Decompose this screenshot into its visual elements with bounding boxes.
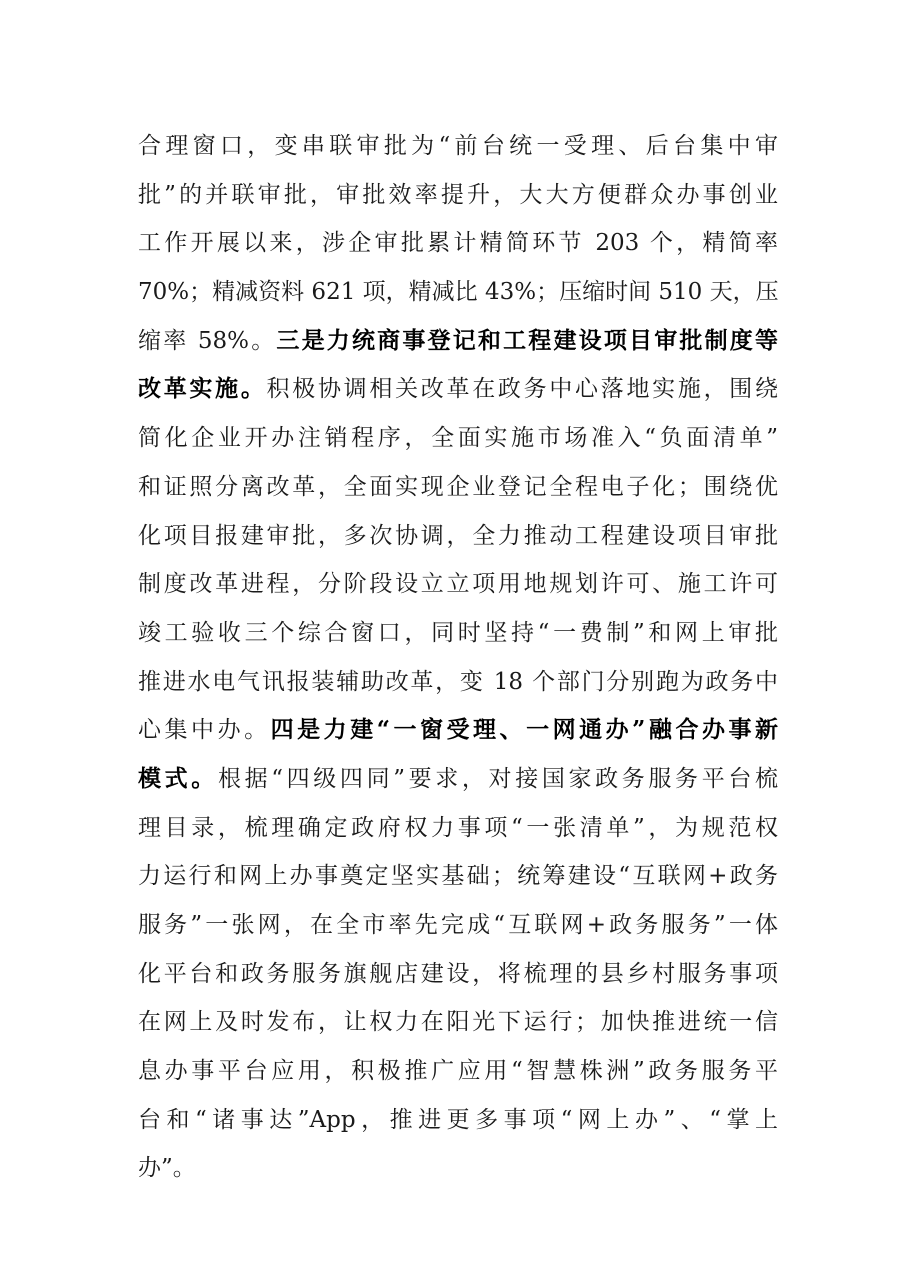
text-line: [138, 414, 778, 463]
body-text-segment: 办”。: [138, 1155, 196, 1182]
body-text-segment: 化项目报建审批，多次协调，全力推动工程建设项目审批: [138, 522, 778, 549]
bold-heading-text: 四是力建“一窗受理、一网通办”融合办事新: [270, 716, 779, 744]
text-line: [138, 706, 778, 755]
body-text-segment: 简化企业开办注销程序，全面实施市场准入“负面清单”: [138, 425, 778, 452]
text-line: [138, 852, 778, 901]
body-text-segment: 制度改革进程，分阶段设立立项用地规划许可、施工许可: [138, 571, 778, 598]
body-text-segment: 根据“四级四同”要求，对接国家政务服务平台梳: [217, 765, 778, 792]
text-line: [138, 512, 778, 561]
body-text-segment: 服务”一张网，在全市率先完成“互联网+政务服务”一体: [138, 912, 778, 938]
text-line: [138, 1144, 778, 1193]
bold-heading-text: 三是力统商事登记和工程建设项目审批制度等: [276, 326, 779, 354]
body-text-segment: 竣工验收三个综合窗口，同时坚持“一费制”和网上审批: [138, 619, 778, 646]
text-line: [138, 463, 778, 512]
text-line: [138, 1047, 778, 1096]
text-line: [138, 317, 778, 366]
text-line: [138, 268, 778, 317]
body-text-segment: 缩率 58%。: [138, 327, 277, 354]
text-line: [138, 804, 778, 853]
bold-heading-text: 改革实施。: [138, 375, 267, 403]
text-line: [138, 365, 778, 414]
body-text-segment: 心集中办。: [138, 717, 271, 744]
body-text-segment: 在网上及时发布，让权力在阳光下运行；加快推进统一信: [138, 1009, 778, 1036]
body-text-segment: 推进水电气讯报装辅助改革，变 18 个部门分别跑为政务中: [138, 668, 778, 695]
body-text-segment: 理目录，梳理确定政府权力事项“一张清单”，为规范权: [138, 814, 778, 841]
text-line: [138, 658, 778, 707]
text-line: [138, 122, 778, 171]
body-text: [138, 122, 778, 1193]
body-text-segment: 积极协调相关改革在政务中心落地实施，围绕: [266, 376, 779, 403]
text-line: [138, 901, 778, 950]
text-line: [138, 1096, 778, 1145]
text-line: [138, 609, 778, 658]
bold-heading-text: 模式。: [138, 764, 218, 792]
body-text-segment: 息办事平台应用，积极推广应用“智慧株洲”政务服务平: [138, 1058, 778, 1085]
body-text-segment: 力运行和网上办事奠定坚实基础；统筹建设“互联网+政务: [138, 863, 778, 890]
body-text-segment: 70%；精减资料 621 项，精减比 43%；压缩时间 510 天，压: [138, 279, 779, 306]
text-line: [138, 950, 778, 999]
text-line: [138, 219, 778, 268]
body-text-segment: 台和“诸事达”App，推进更多事项“网上办”、“掌上: [138, 1106, 778, 1133]
body-text-segment: 合理窗口，变串联审批为“前台统一受理、后台集中审: [138, 133, 778, 159]
body-text-segment: 工作开展以来，涉企审批累计精简环节 203 个，精简率: [138, 230, 778, 257]
body-text-segment: 批”的并联审批，审批效率提升，大大方便群众办事创业: [138, 181, 778, 208]
body-text-segment: 化平台和政务服务旗舰店建设，将梳理的县乡村服务事项: [138, 960, 778, 987]
text-line: [138, 755, 778, 804]
text-line: [138, 171, 778, 220]
text-line: [138, 998, 778, 1047]
body-text-segment: 和证照分离改革，全面实现企业登记全程电子化；围绕优: [138, 473, 778, 500]
text-line: [138, 560, 778, 609]
